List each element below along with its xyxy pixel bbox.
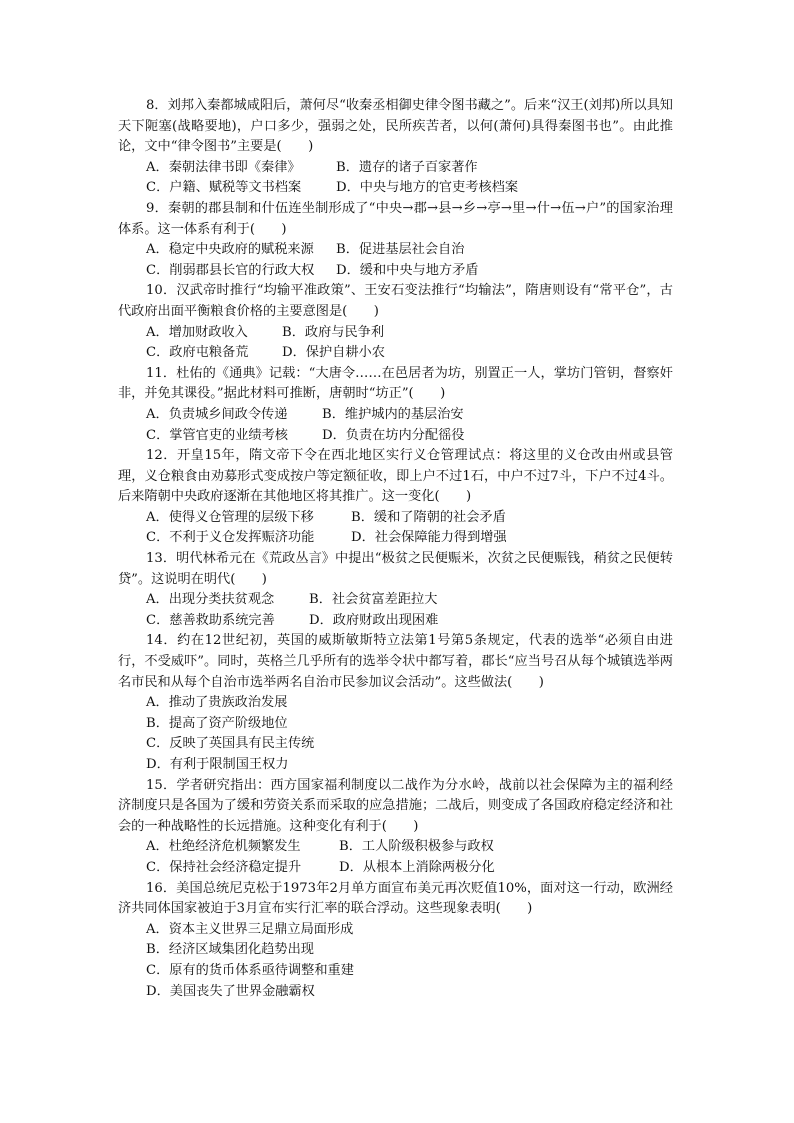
question-9 [118, 199, 673, 281]
question-stem: 8．刘邦入秦都城咸阳后，萧何尽“收秦丞相御史律令图书藏之”。后来“汉王(刘邦)所以具知天下阨塞(战略要地)，户口多少，强弱之处，民所疾苦者，以何(萧何)具得秦图书也”。由此推论，文中“律令图书”主要是( ) [118, 98, 673, 155]
option-d: D．政府财政出现困难 [309, 612, 439, 628]
option-d: D．从根本上消除两极分化 [339, 859, 495, 875]
option-d: D．保护自耕小农 [282, 345, 385, 361]
option-c: C．削弱郡县长官的行政大权 [146, 262, 315, 278]
option-c: C．掌管官吏的业绩考核 [146, 427, 288, 443]
option-a: A．增加财政收入 [146, 324, 248, 340]
option-c: C．不利于义仓发挥赈济功能 [146, 530, 315, 546]
option-b: B．政府与民争利 [282, 324, 385, 340]
option-b: B．促进基层社会自治 [336, 242, 465, 258]
option-c: C．原有的货币体系亟待调整和重建 [146, 962, 354, 978]
question-13 [118, 549, 673, 631]
option-b: B．遗存的诸子百家著作 [336, 159, 478, 175]
question-11 [118, 364, 673, 446]
option-a: A．资本主义世界三足鼎立局面形成 [146, 921, 354, 937]
question-stem: 9．秦朝的郡县制和什伍连坐制形成了“中央→郡→县→乡→亭→里→什→伍→户”的国家治理体系。这一体系有利于( ) [118, 200, 673, 237]
option-a: A．推动了贵族政治发展 [146, 695, 288, 711]
option-a: A．出现分类扶贫观念 [146, 592, 275, 608]
option-c: C．保持社会经济稳定提升 [146, 859, 302, 875]
option-a: A．负责城乡间政令传递 [146, 406, 288, 422]
option-c: C．慈善救助系统完善 [146, 612, 275, 628]
option-b: B．社会贫富差距拉大 [309, 592, 438, 608]
question-list [118, 96, 673, 1002]
option-a: A．使得义仓管理的层级下移 [146, 509, 314, 525]
question-stem: 14．约在12世纪初，英国的威斯敏斯特立法第1号第5条规定，代表的选举“必须自由进行，不受威吓”。同时，英格兰几乎所有的选举令状中都写着，郡长“应当号召从每个城镇选举两名市民和从每个自治市选举两名自治市民参加议会活动”。这些做法( ) [118, 633, 673, 690]
option-a: A．秦朝法律书即《秦律》 [146, 159, 301, 175]
option-d: D．美国丧失了世界金融霸权 [146, 983, 315, 999]
question-12 [118, 446, 673, 549]
question-16 [118, 879, 673, 1003]
option-c: C．反映了英国具有民主传统 [146, 736, 315, 752]
question-15 [118, 776, 673, 879]
option-d: D．中央与地方的官吏考核档案 [336, 180, 519, 196]
question-stem: 10．汉武帝时推行“均输平准政策”、王安石变法推行“均输法”，隋唐则设有“常平仓”，古代政府出面平衡粮食价格的主要意图是( ) [118, 283, 673, 319]
question-stem: 16．美国总统尼克松于1973年2月单方面宣布美元再次贬值10%，面对这一行动，欧洲经济共同体国家被迫于3月宣布实行汇率的联合浮动。这些现象表明( ) [118, 880, 673, 917]
option-d: D．有利于限制国王权力 [146, 757, 289, 772]
option-d: D．负责在坊内分配徭役 [322, 427, 465, 443]
question-10 [118, 281, 673, 363]
question-stem: 11．杜佑的《通典》记载：“大唐令……在邑居者为坊，别置正一人，掌坊门管钥，督察奸非，并免其课役。”据此材料可推断，唐朝时“坊正”( ) [118, 365, 673, 402]
option-b: B．维护城内的基层治安 [322, 406, 464, 422]
option-d: D．缓和中央与地方矛盾 [336, 262, 479, 278]
question-stem: 15．学者研究指出：西方国家福利制度以二战作为分水岭，战前以社会保障为主的福利经济制度只是各国为了缓和劳资关系而采取的应急措施；二战后，则变成了各国政府稳定经济和社会的一种战略性的长远措施。这种变化有利于( ) [118, 777, 673, 834]
question-8 [118, 96, 673, 199]
option-c: C．户籍、赋税等文书档案 [146, 180, 302, 196]
question-stem: 13．明代林希元在《荒政丛言》中提出“极贫之民便赈米，次贫之民便赈钱，稍贫之民便转贷”。这说明在明代( ) [118, 551, 673, 587]
option-b: B．工人阶级积极参与政权 [339, 839, 494, 855]
option-b: B．缓和了隋朝的社会矛盾 [351, 509, 506, 525]
option-b: B．经济区域集团化趋势出现 [146, 942, 314, 958]
question-14 [118, 631, 673, 775]
option-c: C．政府屯粮备荒 [146, 345, 249, 361]
question-stem: 12．开皇15年，隋文帝下令在西北地区实行义仓管理试点：将这里的义仓改由州或县管理，义仓粮食由劝募形式变成按户等定额征收，即上户不过1石，中户不过7斗，下户不过4斗。后来隋朝中央政府逐渐在其他地区将其推广。这一变化( ) [118, 448, 673, 505]
option-b: B．提高了资产阶级地位 [146, 715, 288, 731]
option-a: A．稳定中央政府的赋税来源 [146, 242, 314, 258]
option-d: D．社会保障能力得到增强 [351, 530, 507, 546]
option-a: A．杜绝经济危机频繁发生 [146, 839, 301, 855]
